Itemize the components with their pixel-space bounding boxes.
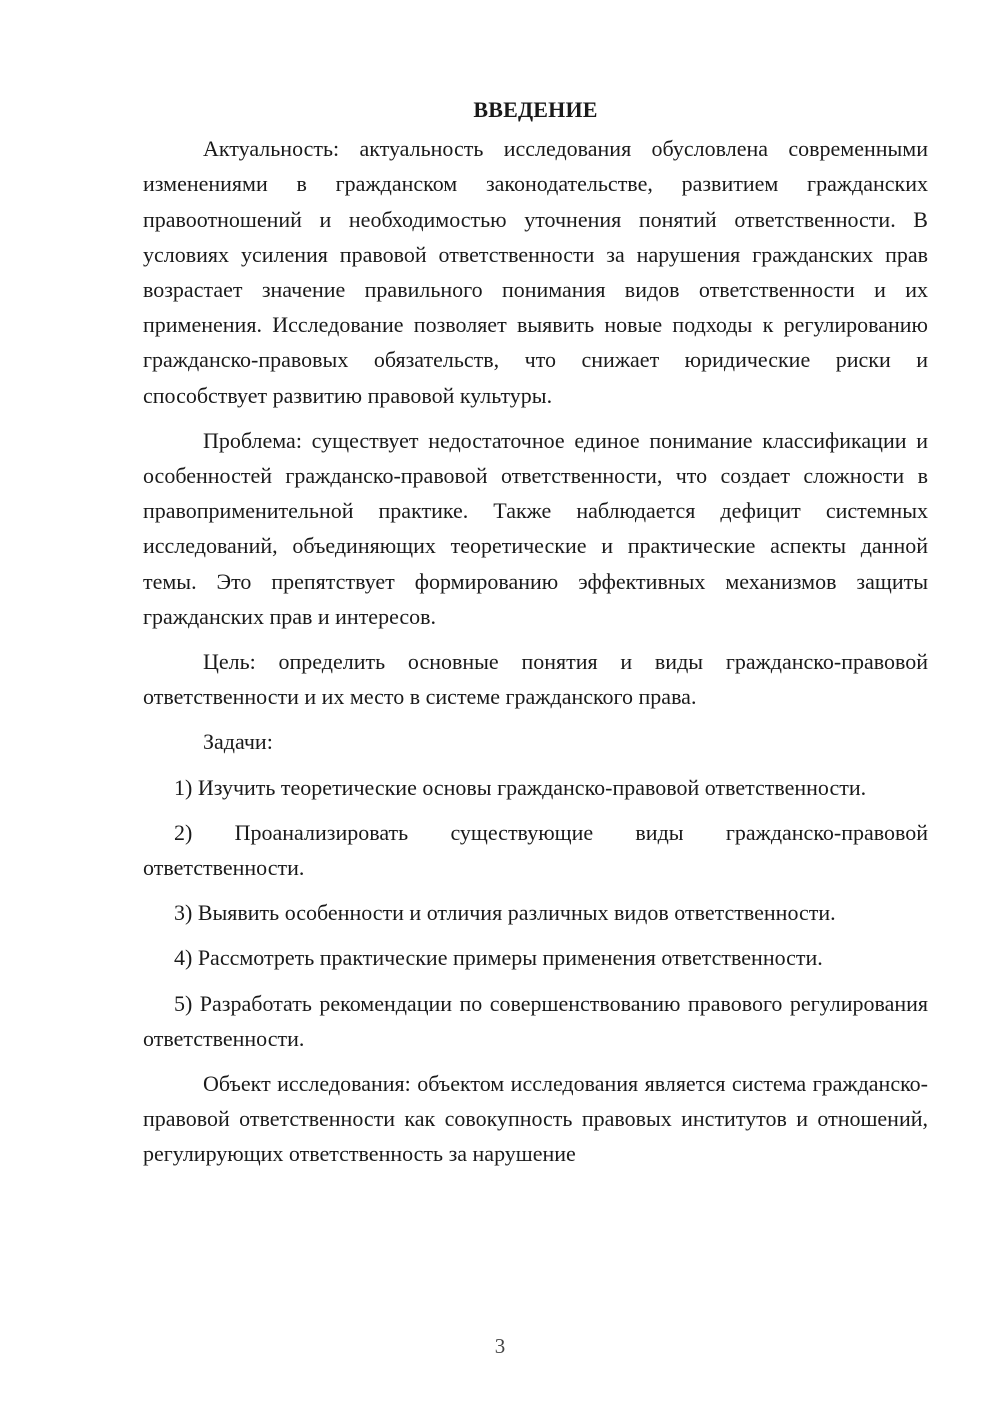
page-number: 3	[494, 1334, 506, 1358]
tasks-heading: Задачи:	[203, 729, 273, 755]
document-page	[143, 92, 928, 1172]
goal-paragraph: Цель: определить основные понятия и виды гражданско-правовой ответственности и их место в системе гражданского права.	[143, 649, 928, 710]
problem-paragraph: Проблема: существует недостаточное единое понимание классификации и особенностей гражданско-правовой ответственности, что создает сложности в правоприменительной практике. Также наблюдается дефицит системных исследований, объединяющих теоретические и практические аспекты данной темы. Это препятствует формированию эффективных механизмов защиты гражданских прав и интересов.	[143, 427, 928, 629]
list-item: 3) Выявить особенности и отличия различных видов ответственности.	[174, 900, 836, 926]
list-item: 4) Рассмотреть практические примеры применения ответственности.	[174, 945, 823, 971]
list-item: 2) Проанализировать существующие виды гражданско-правовой ответственности.	[143, 819, 928, 881]
list-item: 1) Изучить теоретические основы гражданско-правовой ответственности.	[174, 774, 867, 800]
page-title: ВВЕДЕНИЕ	[473, 97, 598, 122]
tasks-list	[143, 770, 928, 1056]
relevance-paragraph: Актуальность: актуальность исследования обусловлена современными изменениями в гражданском законодательстве, развитием гражданских правоотношений и необходимостью уточнения понятий ответственности. В условиях усиления правовой ответственности за нарушения гражданских прав возрастает значение правильного понимания видов ответственности и их применения. Исследование позволяет выявить новые подходы к регулированию гражданско-правовых обязательств, что снижает юридические риски и способствует развитию правовой культуры.	[143, 136, 928, 408]
list-item: 5) Разработать рекомендации по совершенствованию правового регулирования ответственности.	[143, 990, 928, 1051]
object-paragraph: Объект исследования: объектом исследования является система гражданско-правовой ответственности как совокупность правовых институтов и отношений, регулирующих ответственность за нарушение	[143, 1071, 928, 1167]
